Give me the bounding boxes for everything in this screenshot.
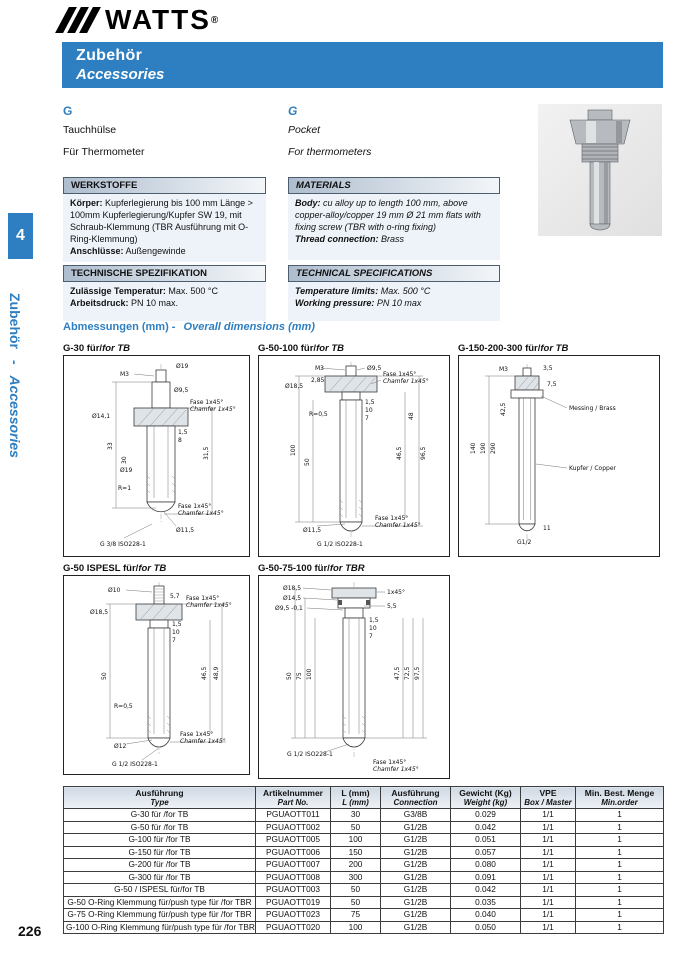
drawing-title-en: for TBR — [329, 563, 365, 574]
cell-weight: 0.042 — [451, 821, 521, 834]
dim-label: Ø18,5 — [285, 383, 304, 390]
cell-vpe: 1/1 — [521, 859, 576, 872]
dim-label: Ø9,5 -0,1 — [275, 605, 303, 612]
col-header-de: Artikelnummer — [263, 788, 323, 798]
materials-item1-text-en: cu alloy up to length 100 mm, above copper-alloy/copper 19 mm Ø 21 mm flats with fixing screw (TBR with o-ring fixing) — [295, 198, 481, 232]
dim-label: 7 — [369, 633, 373, 640]
cell-vpe: 1/1 — [521, 921, 576, 934]
specs-header-de: TECHNISCHE SPEZIFIKATION — [63, 265, 266, 282]
cell-type: G-100 O-Ring Klemmung für/push type für /for TBR — [64, 921, 256, 934]
materials-header-de: WERKSTOFFE — [63, 177, 266, 194]
dim-label: 3,5 — [543, 365, 553, 372]
cell-weight: 0.080 — [451, 859, 521, 872]
dim-label: 190 — [480, 442, 487, 454]
col-header-en: Connection — [393, 798, 438, 807]
cell-connection: G1/2B — [381, 821, 451, 834]
table-header-row — [64, 787, 664, 809]
cell-type: G-30 für /for TB — [64, 809, 256, 822]
cell-type: G-100 für /for TB — [64, 834, 256, 847]
dim-label: G 3/8 ISO228-1 — [100, 541, 146, 548]
product-code-en: G — [288, 104, 298, 118]
cell-partno: PGUAOTT003 — [256, 884, 331, 897]
cell-connection: G3/8B — [381, 809, 451, 822]
dim-label: Chamfer 1x45° — [373, 766, 419, 773]
dim-label: 1x45° — [387, 589, 406, 596]
dim-label: Fase 1x45° — [373, 759, 407, 766]
product-subtitle-de: Für Thermometer — [63, 146, 145, 158]
dim-label: Ø18,5 — [90, 609, 109, 616]
drawing-title-en: for TB — [102, 343, 131, 354]
drawing-g30 — [64, 356, 249, 554]
col-header-de: Min. Best. Menge — [584, 788, 655, 798]
dim-label: 7 — [365, 415, 369, 422]
dim-label: 1,5 — [369, 617, 379, 624]
drawing-title-en: for TB — [316, 343, 345, 354]
materials-item1-label-en: Body: — [295, 198, 321, 208]
col-header-en: Part No. — [277, 798, 309, 807]
dim-label: G 1/2 ISO228-1 — [317, 541, 363, 548]
page-title-de: Zubehör — [76, 47, 143, 64]
table-row — [64, 809, 664, 822]
dim-label: Ø11,5 — [176, 527, 195, 534]
dim-label: 7,5 — [547, 381, 557, 388]
dim-label: Ø12 — [114, 743, 127, 750]
specs-box-de — [63, 265, 266, 321]
table-row — [64, 846, 664, 859]
drawing-title-de: G-30 für/ — [63, 343, 103, 354]
cell-vpe: 1/1 — [521, 909, 576, 922]
dim-label: 72,5 — [404, 666, 411, 680]
materials-item2-text-en: Brass — [381, 233, 405, 244]
pocket-geometry — [295, 362, 423, 538]
dim-label: 1,5 — [178, 429, 188, 436]
drawing-title-de: G-50-100 für/ — [258, 343, 317, 354]
dim-label: R=1 — [118, 485, 132, 492]
dim-label: M3 — [499, 366, 508, 373]
dim-label: Fase 1x45° — [178, 503, 212, 510]
dim-label: Ø14,1 — [92, 413, 111, 420]
dim-label: Chamfer 1x45° — [178, 510, 224, 517]
product-table — [63, 786, 663, 934]
col-header-de: Ausführung — [135, 788, 184, 798]
dim-label: Fase 1x45° — [186, 595, 220, 602]
table-row — [64, 859, 664, 872]
drawing-g50-75-100-tbr — [259, 576, 449, 776]
dim-label: 5,5 — [387, 603, 397, 610]
col-header-connection — [381, 787, 451, 809]
dim-label: 10 — [365, 407, 373, 414]
cell-length: 100 — [331, 834, 381, 847]
drawing-title-g50-ispesl — [63, 563, 250, 575]
drawing-title-g50-100 — [258, 343, 450, 355]
sidebar-label-de: Zubehör — [7, 293, 23, 349]
cell-length: 50 — [331, 884, 381, 897]
dim-label: Ø10 — [108, 587, 121, 594]
sidebar-label-en: Accessories — [7, 375, 23, 458]
materials-body-de — [63, 194, 266, 262]
dim-label: Ø14,5 — [283, 595, 302, 602]
dim-label: Chamfer 1x45° — [375, 522, 421, 529]
col-header-de: Gewicht (Kg) — [459, 788, 512, 798]
dim-label: 30 — [121, 456, 128, 464]
dim-label: 42,5 — [500, 402, 507, 416]
cell-vpe: 1/1 — [521, 834, 576, 847]
drawing-title-de: G-150-200-300 für/ — [458, 343, 541, 354]
col-header-en: Weight (kg) — [463, 798, 508, 807]
dim-label: R=0,5 — [309, 411, 328, 418]
dim-label: 10 — [369, 625, 377, 632]
specs-item1-label-en: Temperature limits: — [295, 286, 379, 296]
dim-label: 50 — [101, 672, 108, 680]
cell-minorder: 1 — [576, 896, 664, 909]
dim-label: 5,7 — [170, 593, 180, 600]
dim-label: Ø9,5 — [174, 387, 189, 394]
cell-vpe: 1/1 — [521, 896, 576, 909]
cell-partno: PGUAOTT019 — [256, 896, 331, 909]
cell-minorder: 1 — [576, 821, 664, 834]
col-header-en: Box / Master — [524, 798, 572, 807]
drawing-title-en: for TB — [540, 343, 569, 354]
specs-item1-label-de: Zulässige Temperatur: — [70, 286, 166, 296]
drawing-title-de: G-50-75-100 für/ — [258, 563, 330, 574]
dim-label: Ø19 — [120, 467, 133, 474]
dim-label: Fase 1x45° — [383, 371, 417, 378]
section-number-tab: 4 — [8, 213, 33, 259]
dim-label: 47,5 — [394, 666, 401, 680]
cell-weight: 0.050 — [451, 921, 521, 934]
dim-label: 11 — [543, 525, 551, 532]
dim-label: Chamfer 1x45° — [190, 406, 236, 413]
col-header-en: L (mm) — [342, 798, 369, 807]
dim-label: Fase 1x45° — [180, 731, 214, 738]
table-row — [64, 821, 664, 834]
cell-weight: 0.042 — [451, 884, 521, 897]
cell-weight: 0.035 — [451, 896, 521, 909]
cell-type: G-50 / ISPESL für/for TB — [64, 884, 256, 897]
col-header-de: Ausführung — [391, 788, 440, 798]
cell-vpe: 1/1 — [521, 846, 576, 859]
dim-label: 1,5 — [172, 621, 182, 628]
col-header-partno — [256, 787, 331, 809]
watts-logo — [62, 6, 218, 34]
cell-minorder: 1 — [576, 846, 664, 859]
cell-connection: G1/2B — [381, 909, 451, 922]
logo-stripes-icon — [62, 7, 98, 33]
cell-partno: PGUAOTT007 — [256, 859, 331, 872]
col-header-de: VPE — [539, 788, 557, 798]
col-header-length — [331, 787, 381, 809]
specs-item2-label-de: Arbeitsdruck: — [70, 297, 129, 308]
dim-label: G 1/2 ISO228-1 — [112, 761, 158, 768]
cell-weight: 0.091 — [451, 871, 521, 884]
cell-partno: PGUAOTT011 — [256, 809, 331, 822]
product-name-en: Pocket — [288, 124, 321, 136]
drawing-g50-100 — [259, 356, 449, 554]
cell-type: G-150 für /for TB — [64, 846, 256, 859]
col-header-en: Min.order — [601, 798, 638, 807]
drawing-g50-ispesl — [64, 576, 249, 772]
dim-label: 96,5 — [420, 446, 427, 460]
dim-label: Ø9,5 — [367, 365, 382, 372]
dim-label: G1/2 — [517, 539, 532, 546]
dim-label: G 1/2 ISO228-1 — [287, 751, 333, 758]
cell-minorder: 1 — [576, 809, 664, 822]
cell-minorder: 1 — [576, 921, 664, 934]
dim-label: 31,5 — [203, 446, 210, 460]
dim-label: 10 — [172, 629, 180, 636]
dim-label: Ø18,5 — [283, 585, 302, 592]
dimensions-heading — [63, 321, 315, 333]
dim-label: 46,5 — [201, 666, 208, 680]
specs-body-en — [288, 282, 500, 321]
cell-partno: PGUAOTT006 — [256, 846, 331, 859]
drawing-title-g150-300 — [458, 343, 660, 355]
dim-label: 75 — [296, 672, 303, 680]
dim-label: 290 — [490, 442, 497, 454]
intro-german — [63, 104, 145, 158]
dim-label: 50 — [304, 458, 311, 466]
cell-weight: 0.051 — [451, 834, 521, 847]
registered-mark: ® — [210, 14, 219, 26]
cell-partno: PGUAOTT005 — [256, 834, 331, 847]
cell-weight: 0.029 — [451, 809, 521, 822]
cell-length: 300 — [331, 871, 381, 884]
specs-box-en — [288, 265, 500, 321]
specs-body-de — [63, 282, 266, 321]
dim-label: Ø11,5 — [303, 527, 322, 534]
dim-label: 33 — [107, 442, 114, 450]
sidebar-vertical-label — [7, 293, 23, 603]
page-title-banner — [62, 42, 663, 88]
dim-label: Fase 1x45° — [375, 515, 409, 522]
cell-partno: PGUAOTT002 — [256, 821, 331, 834]
materials-body-en — [288, 194, 500, 260]
drawing-title-en: for TB — [138, 563, 167, 574]
col-header-en: Type — [150, 798, 169, 807]
intro-english — [288, 104, 371, 158]
cell-vpe: 1/1 — [521, 809, 576, 822]
dim-label: 97,5 — [414, 666, 421, 680]
brand-name: WATTS — [105, 4, 211, 35]
thermowell-illustration — [538, 104, 662, 236]
drawing-title-de: G-50 ISPESL für/ — [63, 563, 139, 574]
product-photo — [538, 104, 662, 236]
col-header-de: L (mm) — [341, 788, 370, 798]
dim-label: Chamfer 1x45° — [383, 378, 429, 385]
cell-type: G-200 für /for TB — [64, 859, 256, 872]
drawing-block-g50-ispesl — [63, 563, 250, 775]
materials-item1-label-de: Körper: — [70, 198, 103, 208]
dim-label: M3 — [315, 365, 324, 372]
cell-minorder: 1 — [576, 834, 664, 847]
cell-length: 100 — [331, 921, 381, 934]
dim-label: Chamfer 1x45° — [180, 738, 226, 745]
table-row — [64, 834, 664, 847]
cell-weight: 0.057 — [451, 846, 521, 859]
materials-header-en: MATERIALS — [288, 177, 500, 194]
page-number: 226 — [18, 923, 42, 939]
table-row — [64, 921, 664, 934]
drawing-block-g30 — [63, 343, 250, 557]
specs-item2-text-de: PN 10 max. — [131, 297, 179, 308]
specs-header-en: TECHNICAL SPECIFICATIONS — [288, 265, 500, 282]
specs-item2-label-en: Working pressure: — [295, 297, 375, 308]
table-row — [64, 884, 664, 897]
cell-connection: G1/2B — [381, 884, 451, 897]
table-row — [64, 871, 664, 884]
cell-connection: G1/2B — [381, 896, 451, 909]
dim-label: Kupfer / Copper — [569, 465, 616, 472]
cell-connection: G1/2B — [381, 846, 451, 859]
cell-length: 30 — [331, 809, 381, 822]
table-row — [64, 896, 664, 909]
drawing-title-g50-75-100-tbr — [258, 563, 450, 575]
dim-label: 48 — [408, 412, 415, 420]
cell-type: G-75 O-Ring Klemmung für/push type für /for TBR — [64, 909, 256, 922]
col-header-weight — [451, 787, 521, 809]
cell-weight: 0.040 — [451, 909, 521, 922]
cell-length: 50 — [331, 821, 381, 834]
drawing-block-g150-300 — [458, 343, 660, 557]
specs-item1-text-en: Max. 500 °C — [380, 286, 431, 296]
pocket-geometry — [485, 364, 567, 544]
dim-label: R=0,5 — [114, 703, 133, 710]
col-header-type — [64, 787, 256, 809]
cell-length: 50 — [331, 896, 381, 909]
drawing-g150-300 — [459, 356, 659, 554]
cell-vpe: 1/1 — [521, 884, 576, 897]
dimensions-heading-en: Overall dimensions (mm) — [183, 321, 315, 333]
dim-label: 7 — [172, 637, 176, 644]
dim-label: Fase 1x45° — [190, 399, 224, 406]
materials-item2-label-en: Thread connection: — [295, 233, 379, 244]
cell-length: 200 — [331, 859, 381, 872]
cell-type: G-300 für /for TB — [64, 871, 256, 884]
dim-label: Ø19 — [176, 363, 189, 370]
page-title-en: Accessories — [76, 66, 165, 83]
dim-label: 140 — [470, 442, 477, 454]
cell-connection: G1/2B — [381, 871, 451, 884]
cell-minorder: 1 — [576, 859, 664, 872]
dim-label: 100 — [290, 444, 297, 456]
dim-label: 46,5 — [396, 446, 403, 460]
dim-label: Messing / Brass — [569, 405, 616, 412]
col-header-vpe — [521, 787, 576, 809]
materials-box-en — [288, 177, 500, 260]
materials-item1-text-de: Kupferlegierung bis 100 mm Länge > 100mm Kupferlegierung/Kupfer SW 19, mit Schraub-Klemmung (TBR Ausführung mit O-Ring-Klemmung) — [70, 198, 253, 244]
cell-vpe: 1/1 — [521, 871, 576, 884]
dim-label: 8 — [178, 437, 182, 444]
cell-connection: G1/2B — [381, 859, 451, 872]
dimensions-heading-de: Abmessungen (mm) - — [63, 321, 176, 333]
dim-label: 100 — [306, 668, 313, 680]
cell-type: G-50 für /for TB — [64, 821, 256, 834]
cell-partno: PGUAOTT008 — [256, 871, 331, 884]
drawing-block-g50-75-100-tbr — [258, 563, 450, 779]
cell-minorder: 1 — [576, 884, 664, 897]
materials-box-de — [63, 177, 266, 262]
dim-label: 48,9 — [213, 666, 220, 680]
sidebar-label-separator: - — [7, 359, 23, 365]
cell-type: G-50 O-Ring Klemmung für/push type für /for TBR — [64, 896, 256, 909]
cell-partno: PGUAOTT023 — [256, 909, 331, 922]
product-code-de: G — [63, 104, 73, 118]
dim-label: 1,5 — [365, 399, 375, 406]
dim-label: M3 — [120, 371, 129, 378]
cell-length: 150 — [331, 846, 381, 859]
specs-item2-text-en: PN 10 max — [376, 297, 422, 308]
product-name-de: Tauchhülse — [63, 124, 117, 136]
table-row — [64, 909, 664, 922]
cell-minorder: 1 — [576, 909, 664, 922]
cell-vpe: 1/1 — [521, 821, 576, 834]
drawing-title-g30 — [63, 343, 250, 355]
cell-length: 75 — [331, 909, 381, 922]
product-subtitle-en: For thermometers — [288, 146, 372, 158]
drawing-block-g50-100 — [258, 343, 450, 557]
dim-label: Chamfer 1x45° — [186, 602, 232, 609]
cell-connection: G1/2B — [381, 921, 451, 934]
materials-item2-label-de: Anschlüsse: — [70, 245, 124, 256]
cell-partno: PGUAOTT020 — [256, 921, 331, 934]
dim-label: 2,85 — [311, 377, 325, 384]
cell-minorder: 1 — [576, 871, 664, 884]
col-header-minorder — [576, 787, 664, 809]
specs-item1-text-de: Max. 500 °C — [168, 286, 218, 296]
cell-connection: G1/2B — [381, 834, 451, 847]
materials-item2-text-de: Außengewinde — [125, 245, 186, 256]
dim-label: 50 — [286, 672, 293, 680]
